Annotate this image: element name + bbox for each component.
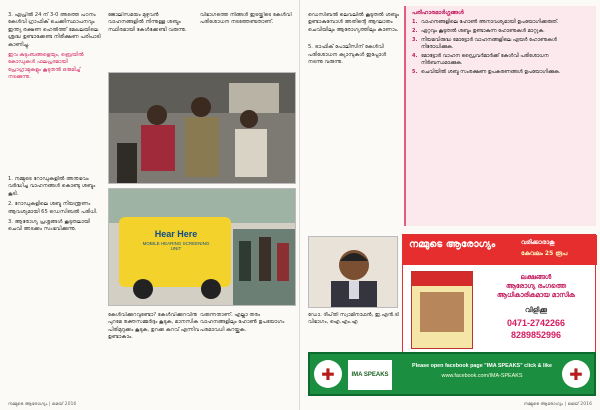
right-column-text: ഡെസിബൽ ലെവലിൽ കൂടുതൽ ശബ്ദം ഉണ്ടാകുമ്പോൾ അതിന്റെ ആഘാതം ചെവിയിലും ആരോഗ്യത്തിലും കാണാം. [308, 12, 399, 33]
column-2-text: ജോലിസമയം മുഴുവൻ വാഹനങ്ങളിൽ നിന്നുള്ള ശബ്ദം സ്ഥിരമായി കേൾക്കേണ്ടി വരുന്നു. [108, 12, 187, 33]
pink-paragraph: ഇവ കുടുംബങ്ങളെയും, ബ്രെയിൽ കോഡുകൾ ഫലപ്രദമായി പ്രോഗ്രാമുകളും കൂടുതൽ ഒരുമിച്ച് നടക്കുന്നു. [8, 52, 84, 81]
tips-title: പരിഹാരമാർഗ്ഗങ്ങൾ [412, 10, 464, 16]
ad-tagline-3: ആധികാരികമായ മാസിക [497, 291, 575, 299]
left-column-3-bottom [200, 312, 294, 392]
tip-item [412, 69, 590, 76]
van-sign-title: Hear Here [154, 229, 198, 239]
tip-item [412, 28, 590, 35]
subscription-ad[interactable] [402, 234, 596, 354]
tip-text: വാഹനങ്ങളിലെ ഹോൺ അനാവശ്യമായി ഉപയോഗിക്കരുത്. [421, 19, 559, 25]
ima-emblem-right: ✚ [562, 360, 590, 388]
left-footer-text: നമ്മുടെ ആരോഗ്യം | മെയ് 2016 [8, 402, 77, 407]
right-footer-text: നമ്മുടെ ആരോഗ്യം | മെയ് 2016 [523, 402, 592, 407]
right-point-5: 5. ട്രാഫിക് പോലീസിന് കേൾവി പരിശോധന ക്യാമ്പുകൾ ഇപ്പോൾ നടന്നു വരുന്നു. [308, 44, 387, 66]
intro-paragraph: 3. ഏപ്രിൽ 24 ന് 3-0 അത്തെ പഠനം കേൾവി ഗ്രാഫിക് ചെക്കിസ്ഥാപനവും ഇന്ത്യ രക്ഷണ ഹെൽത്ത് മേഖലയിലെ ശ്രദ്ധ ഉണ്ടാക്കേണ്ട നിരീക്ഷണ പരിപാടി കാണിച്ചു. [8, 12, 101, 48]
left-column-2 [108, 12, 194, 72]
author-photo [308, 236, 398, 308]
ad-phone-1[interactable]: 0471-2742266 [506, 318, 566, 328]
tips-box [404, 6, 596, 226]
tip-text: ചെവിയിൽ ശബ്ദ സംരക്ഷണ ഉപകരണങ്ങൾ ഉപയോഗിക്കുക. [421, 69, 561, 75]
caption-text: കേൾവിക്കുറവുണ്ടോ? കേൾവിക്കുറവിനു പുറമേ രക്തസമ്മർദ്ദം കൂടുക, മാനസിക പിരിമുറുക്കം കൂടുക, ഉറക്ക കുറവ് എന്നിവ ഉണ്ടാകാം. [108, 312, 200, 341]
logo-text: IMA SPEAKS [351, 372, 389, 378]
tip-number: 4. [412, 53, 418, 59]
tip-number: 3. [412, 37, 418, 43]
tip-number: 5. [412, 69, 418, 75]
tip-text: നിയമവിരുദ്ധ മോട്ടോർ വാഹനങ്ങളിലെ എയർ ഹോണുകൾ നിരോധിക്കുക. [421, 37, 557, 50]
ima-emblem-left: ✚ [314, 360, 342, 388]
ad-tagline-2: ആരോഗ്യ രംഗത്തെ [505, 282, 567, 290]
list-item-2: 2. റോഡുകളിലെ ശബ്ദ നിയന്ത്രണം ആവശ്യമായി 65 ഡെസിബൽ പരിധി. [8, 201, 98, 215]
tip-text: ഏറ്റവും കൂടുതൽ ശബ്ദം ഉണ്ടാകുന്ന ഹോണുകൾ മാറ്റുക. [421, 28, 545, 34]
tip-text: മോട്ടോർ വാഹന ഡ്രൈവർമാർക്ക് കേൾവി പരിശോധന നിർബന്ധമാക്കുക. [421, 53, 549, 66]
left-column-1 [8, 12, 102, 162]
ad-masthead: നമ്മുടെ ആരോഗ്യം [409, 239, 496, 250]
magazine-cover-icon [411, 271, 473, 349]
hearing-van-photo [108, 188, 296, 306]
tip-number: 2. [412, 28, 418, 34]
tips-list [406, 19, 596, 82]
tip-item [412, 19, 590, 26]
ad-tagline-1: ലക്ഷങ്ങൾ [520, 273, 552, 281]
van-sign [137, 229, 215, 251]
list-item-1: 1. നമ്മുടെ റോഡുകളിൽ അനുഭവം വർദ്ധിച്ച വാഹനങ്ങൾ കൊണ്ടു ശബ്ദം കൂടി. [8, 176, 96, 197]
facebook-link[interactable]: www.facebook.com/IMA-SPEAKS [441, 373, 523, 379]
ad-taglines [481, 273, 591, 340]
van-sign-subtitle: MOBILE HEARING SCREENING UNIT [142, 241, 210, 251]
ad-subscribe: വരിക്കാരാകൂ [521, 239, 555, 246]
left-list [8, 176, 102, 386]
list-item-3: 3. ആരോഗ്യ പ്രശ്നങ്ങൾ കൂടുതലായി ചെവി അടക്കം സംഭവിക്കുന്നു. [8, 219, 91, 233]
ad-phone-2[interactable]: 8289852996 [510, 330, 562, 340]
tip-number: 1. [412, 19, 418, 25]
facebook-ad[interactable] [308, 352, 596, 396]
photo-caption [108, 312, 200, 392]
tip-item [412, 37, 590, 51]
tip-item [412, 53, 590, 67]
author-caption-text: ഡോ. ദീപ്‌തി സ്വാമിനാഥൻ, ഇ.എൻ.ടി വിഭാഗം, ഐ.എം.എ [308, 312, 399, 326]
facebook-line-1: Please open facebook page "IMA SPEAKS" click & like [411, 363, 553, 369]
right-footer [524, 401, 592, 407]
facebook-text [398, 363, 566, 379]
ima-speaks-logo [348, 360, 392, 390]
column-3-bottom-text: വരുന്നതാണ്. എല്ലാ തരം വാഹനങ്ങളിലും ഹോൺ ഉപയോഗം പരമാവധി കുറയ്ക്കുക. [200, 312, 285, 333]
left-column-3 [200, 12, 294, 68]
right-column-1 [308, 12, 400, 162]
column-3-text: വിഭാഗത്തെ നിങ്ങൾ ഇടയ്ക്കിടെ കേൾവി പരിശോധന നടത്തേണ്ടതാണ്. [200, 12, 292, 26]
ad-price: കേവലം 25 രൂപ [521, 250, 568, 257]
left-footer [8, 401, 76, 407]
hearing-camp-photo [108, 72, 296, 184]
ad-call: വിളിക്കൂ [525, 306, 547, 314]
